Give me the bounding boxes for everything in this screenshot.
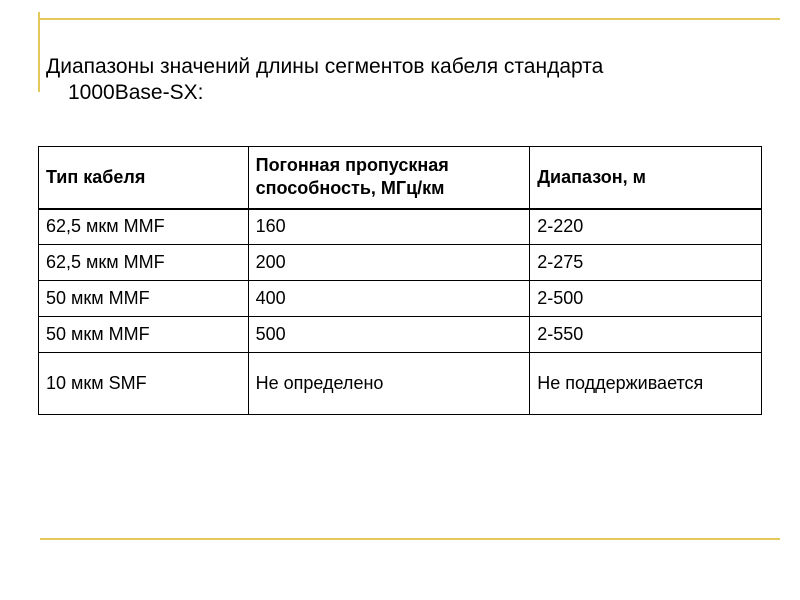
cell-bandwidth: 500: [248, 317, 530, 353]
cell-cable-type: 50 мкм MMF: [39, 281, 249, 317]
cable-segment-table: [38, 146, 762, 415]
cell-cable-type: 62,5 мкм MMF: [39, 209, 249, 245]
table-row: [39, 281, 762, 317]
cell-range: 2-550: [530, 317, 762, 353]
table-header-row: [39, 147, 762, 209]
cell-bandwidth: 160: [248, 209, 530, 245]
decorative-rule-top: [40, 18, 780, 20]
table-row: [39, 245, 762, 281]
table-row: [39, 317, 762, 353]
header-range: Диапазон, м: [530, 147, 762, 209]
table-row: [39, 353, 762, 415]
cell-cable-type: 50 мкм MMF: [39, 317, 249, 353]
header-bandwidth: Погонная пропускная способность, МГц/км: [248, 147, 530, 209]
cell-range: 2-275: [530, 245, 762, 281]
table-row: [39, 209, 762, 245]
slide-title-line2: 1000Base-SX:: [68, 81, 204, 104]
slide-title-line1: Диапазоны значений длины сегментов кабеля стандарта: [46, 55, 604, 78]
slide-title: [46, 54, 766, 106]
decorative-rule-bottom: [40, 538, 780, 540]
cell-range: 2-500: [530, 281, 762, 317]
header-cable-type: Тип кабеля: [39, 147, 249, 209]
cell-range: 2-220: [530, 209, 762, 245]
decorative-rule-left: [38, 12, 40, 92]
cell-bandwidth: 400: [248, 281, 530, 317]
cell-range: Не поддерживается: [530, 353, 762, 415]
cell-bandwidth: Не определено: [248, 353, 530, 415]
cell-bandwidth: 200: [248, 245, 530, 281]
cell-cable-type: 62,5 мкм MMF: [39, 245, 249, 281]
cell-cable-type: 10 мкм SMF: [39, 353, 249, 415]
